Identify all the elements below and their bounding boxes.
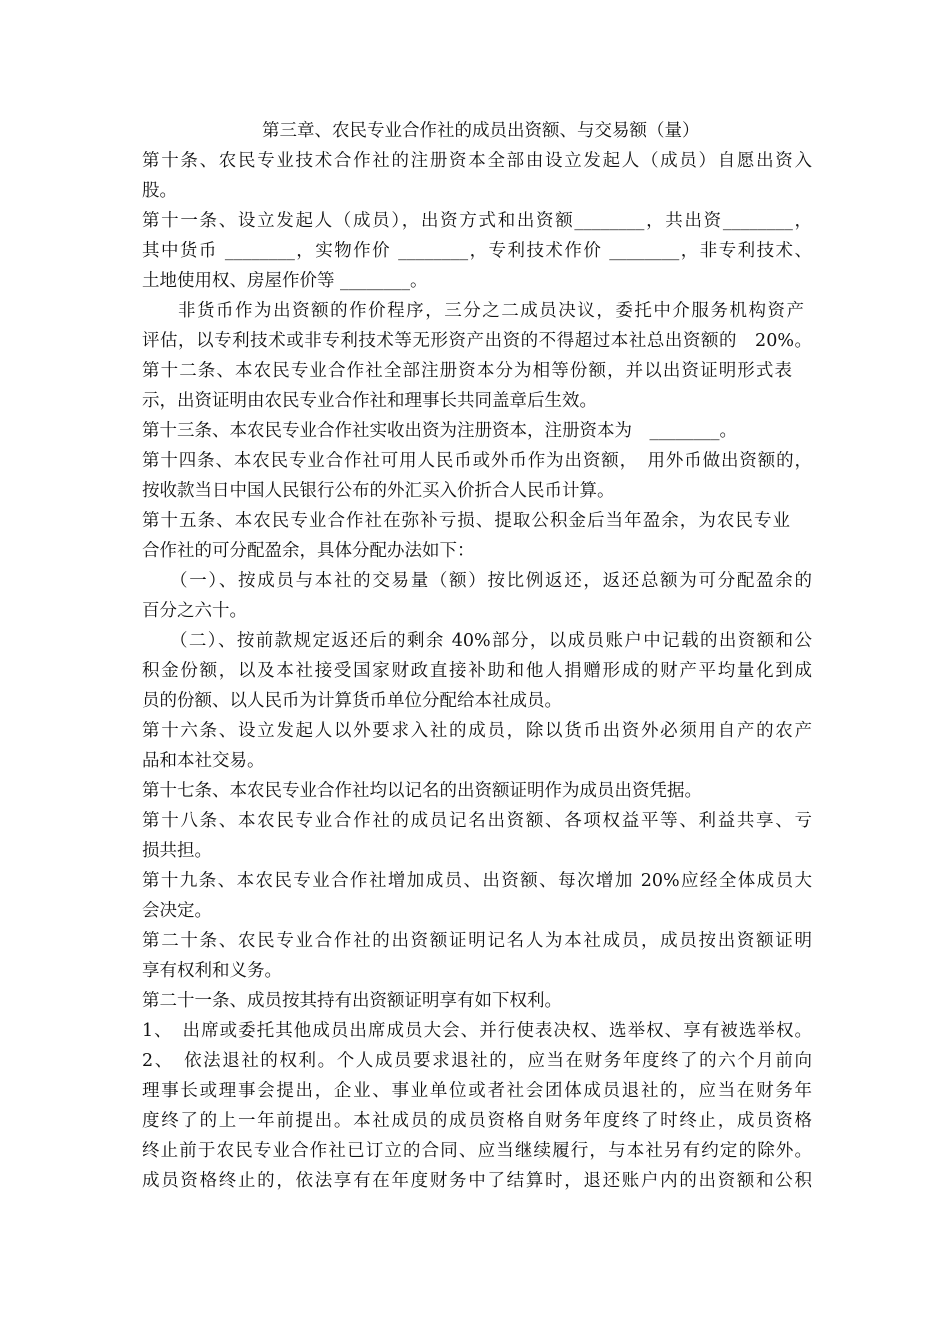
text-line: 第二十一条、成员按其持有出资额证明享有如下权利。 (142, 991, 562, 1011)
text-line: 终止前于农民专业合作社已订立的合同、应当继续履行，与本社另有约定的除外。 (142, 1141, 812, 1161)
text-line: 百分之六十。 (142, 601, 247, 621)
text-line: 第十七条、本农民专业合作社均以记名的出资额证明作为成员出资凭据。 (142, 781, 702, 801)
text-line: 土地使用权、房屋作价等 ________。 (142, 271, 428, 291)
text-line: 第十二条、本农民专业合作社全部注册资本分为相等份额，并以出资证明形式表 (142, 361, 792, 381)
list-item: 2、 依法退社的权利。个人成员要求退社的，应当在财务年度终了的六个月前向 (142, 1051, 812, 1071)
text-line: 第十三条、本农民专业合作社实收出资为注册资本，注册资本为 ________。 (142, 421, 737, 441)
text-line: 会决定。 (142, 901, 212, 921)
text-line: 第二十条、农民专业合作社的出资额证明记名人为本社成员，成员按出资额证明 (142, 931, 812, 951)
text-line: 成员资格终止的，依法享有在年度财务中了结算时，退还账户内的出资额和公积 (142, 1171, 812, 1191)
text-line: 享有权利和义务。 (142, 961, 282, 981)
list-item: 1、 出席或委托其他成员出席成员大会、并行使表决权、选举权、享有被选举权。 (142, 1021, 812, 1041)
text-line: （一）、按成员与本社的交易量（额）按比例返还，返还总额为可分配盈余的 (170, 571, 812, 591)
chapter-title: 第三章、农民专业合作社的成员出资额、与交易额（量） (262, 121, 700, 141)
text-line: 非货币作为出资额的作价程序，三分之二成员决议，委托中介服务机构资产 (178, 301, 804, 321)
text-line: 第十条、农民专业技术合作社的注册资本全部由设立发起人（成员）自愿出资入 (142, 151, 812, 171)
text-line: 品和本社交易。 (142, 751, 265, 771)
text-line: 第十一条、设立发起人（成员），出资方式和出资额________，共出资________， (142, 211, 812, 231)
text-line: 员的份额、以人民币为计算货币单位分配给本社成员。 (142, 691, 562, 711)
text-line: 理事长或理事会提出，企业、事业单位或者社会团体成员退社的，应当在财务年 (142, 1081, 812, 1101)
text-line: 第十九条、本农民专业合作社增加成员、出资额、每次增加 20%应经全体成员大 (142, 871, 812, 891)
text-line: 按收款当日中国人民银行公布的外汇买入价折合人民币计算。 (142, 481, 615, 501)
text-line: 第十六条、设立发起人以外要求入社的成员，除以货币出资外必须用自产的农产 (142, 721, 812, 741)
text-line: 示，出资证明由农民专业合作社和理事长共同盖章后生效。 (142, 391, 597, 411)
text-line: 其中货币 ________，实物作价 ________，专利技术作价 ________，非专利技术、 (142, 241, 812, 261)
text-line: （二）、按前款规定返还后的剩余 40%部分，以成员账户中记载的出资额和公 (170, 631, 812, 651)
text-line: 股。 (142, 181, 177, 201)
text-line: 第十八条、本农民专业合作社的成员记名出资额、各项权益平等、利益共享、亏 (142, 811, 812, 831)
text-line: 第十五条、本农民专业合作社在弥补亏损、提取公积金后当年盈余，为农民专业 (142, 511, 790, 531)
text-line: 积金份额，以及本社接受国家财政直接补助和他人捐赠形成的财产平均量化到成 (142, 661, 812, 681)
text-line: 合作社的可分配盈余，具体分配办法如下： (142, 541, 475, 561)
text-line: 评估，以专利技术或非专利技术等无形资产出资的不得超过本社总出资额的 20%。 (142, 331, 812, 351)
text-line: 度终了的上一年前提出。本社成员的成员资格自财务年度终了时终止，成员资格 (142, 1111, 812, 1131)
text-line: 第十四条、本农民专业合作社可用人民币或外币作为出资额， 用外币做出资额的， (142, 451, 812, 471)
text-line: 损共担。 (142, 841, 212, 861)
